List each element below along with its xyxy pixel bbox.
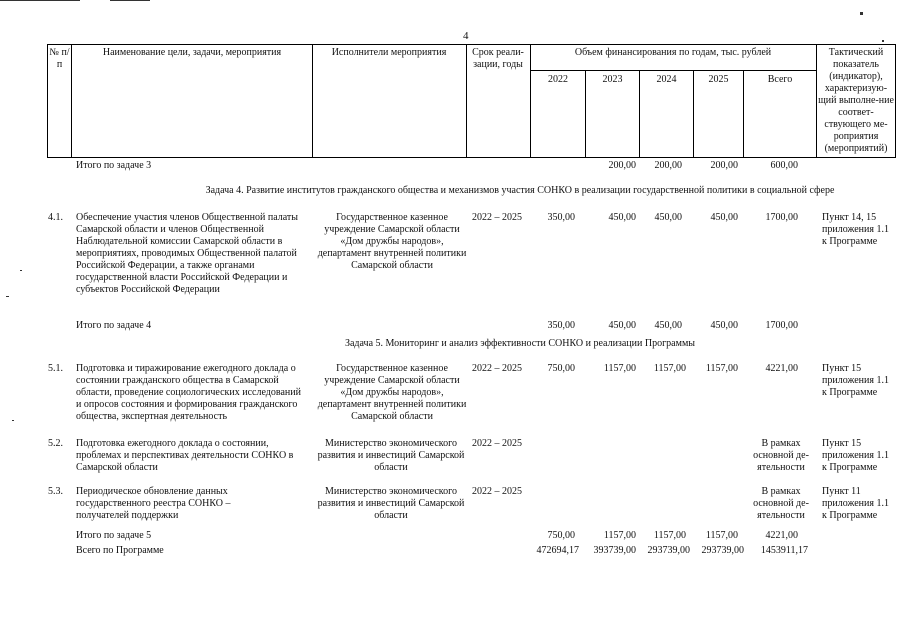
row-executors: Государственное казенное учреждение Самарской области «Дом дружбы народов», департамент внутренней политики Самарской области [317,212,467,271]
task5-title: Задача 5. Мониторинг и анализ эффективности СОНКО и реализации Программы [344,338,695,349]
scan-mark [860,12,863,15]
grand-total-total: 1453911,17 [760,545,808,556]
header-term: Срок реали-зации, годы [472,47,524,70]
col-border [530,44,531,158]
row-2025: 1157,00 [705,363,738,374]
total-task5-label: Итого по задаче 5 [76,530,152,541]
row-name: Периодическое обновление данных государственного реестра СОНКО – получателей поддержки [76,486,231,521]
header-bottom-border [47,157,895,158]
total-task4-2025: 450,00 [710,320,738,331]
total-task5-total: 4221,00 [765,530,798,541]
scan-mark [110,0,150,1]
header-executors: Исполнители мероприятия [331,47,447,58]
years-header-divider [530,70,816,71]
row-executors: Государственное казенное учреждение Самарской области «Дом дружбы народов», департамент внутренней политики Самарской области [317,363,467,422]
row-term: 2022 – 2025 [472,438,522,449]
header-year: 2022 [548,74,568,85]
total-task4-2023: 450,00 [608,320,636,331]
grand-total-2023: 393739,00 [593,545,636,556]
header-indicator: Тактический показатель (индикатор), характеризую-щий выполне-ние соответ-ствующего ме-роприятия (мероприятий) [818,47,894,154]
total-task3-label: Итого по задаче 3 [76,160,152,171]
row-executors: Министерство экономического развития и инвестиций Самарской области [317,486,465,521]
scan-mark [6,296,9,297]
row-2024: 1157,00 [653,363,686,374]
total-task4-2024: 450,00 [654,320,682,331]
header-name: Наименование цели, задачи, мероприятия [102,47,282,58]
row-number: 5.1. [48,363,63,374]
row-2023: 450,00 [608,212,636,223]
row-term: 2022 – 2025 [472,212,522,223]
row-number: 5.3. [48,486,63,497]
header-year: 2025 [708,74,729,85]
scan-mark [0,0,80,1]
row-2025: 450,00 [710,212,738,223]
row-indicator: Пункт 14, 15 приложения 1.1 к Программе [822,212,889,247]
col-border [312,44,313,158]
row-2023: 1157,00 [603,363,636,374]
table-top-border [47,44,895,45]
header-total: Всего [767,74,793,85]
grand-total-2025: 293739,00 [701,545,744,556]
task4-title: Задача 4. Развитие институтов гражданского общества и механизмов участия СОНКО в реализации государственной политики в социальной сфере [205,185,835,196]
grand-total-label: Всего по Программе [76,545,164,556]
total-task5-2025: 1157,00 [705,530,738,541]
row-indicator: Пункт 11 приложения 1.1 к Программе [822,486,889,521]
page-number: 4 [463,30,469,42]
total-task4-label: Итого по задаче 4 [76,320,152,331]
grand-total-2022: 472694,17 [536,545,579,556]
row-total: 4221,00 [765,363,798,374]
header-year: 2023 [602,74,623,85]
row-2022: 350,00 [547,212,575,223]
row-indicator: Пункт 15 приложения 1.1 к Программе [822,363,889,398]
total-task3-2024: 200,00 [654,160,682,171]
row-total: В рамках основной де-ятельности [753,438,809,473]
scan-mark [12,420,14,421]
header-financing: Объем финансирования по годам, тыс. рублей [574,47,772,58]
scan-mark [882,40,884,42]
row-number: 4.1. [48,212,63,223]
row-indicator: Пункт 15 приложения 1.1 к Программе [822,438,889,473]
row-term: 2022 – 2025 [472,486,522,497]
total-task5-2022: 750,00 [547,530,575,541]
total-task3-2023: 200,00 [608,160,636,171]
col-border [71,44,72,158]
row-number: 5.2. [48,438,63,449]
row-name: Обеспечение участия членов Общественной палаты Самарской области и членов Общественной Наблюдательной комиссии Самарской области в мероприятиях, проводимых Общественной палатой Российской Федерации, а также органами государственной власти Российской Федерации и субъектов Российской Федерации [76,212,299,295]
row-2024: 450,00 [654,212,682,223]
col-border [466,44,467,158]
header-year: 2024 [656,74,677,85]
row-executors: Министерство экономического развития и инвестиций Самарской области [317,438,465,473]
total-task3-2025: 200,00 [710,160,738,171]
total-task5-2024: 1157,00 [653,530,686,541]
row-name: Подготовка и тиражирование ежегодного доклада о состоянии гражданского общества в Самарской области, проведение социологических исследований и опросов состояния и формирования гражданского общества, экспертная деятельность [76,363,301,422]
total-task5-2023: 1157,00 [603,530,636,541]
scan-mark [20,270,22,271]
row-total: В рамках основной де-ятельности [753,486,809,521]
row-2022: 750,00 [547,363,575,374]
total-task4-2022: 350,00 [547,320,575,331]
row-name: Подготовка ежегодного доклада о состоянии, проблемах и перспективах деятельности СОНКО в Самарской области [76,438,294,473]
row-term: 2022 – 2025 [472,363,522,374]
total-task4-total: 1700,00 [765,320,798,331]
row-total: 1700,00 [765,212,798,223]
col-border [816,44,817,158]
col-border [895,44,896,158]
total-task3-total: 600,00 [770,160,798,171]
grand-total-2024: 293739,00 [647,545,690,556]
header-num: № п/п [49,47,70,70]
